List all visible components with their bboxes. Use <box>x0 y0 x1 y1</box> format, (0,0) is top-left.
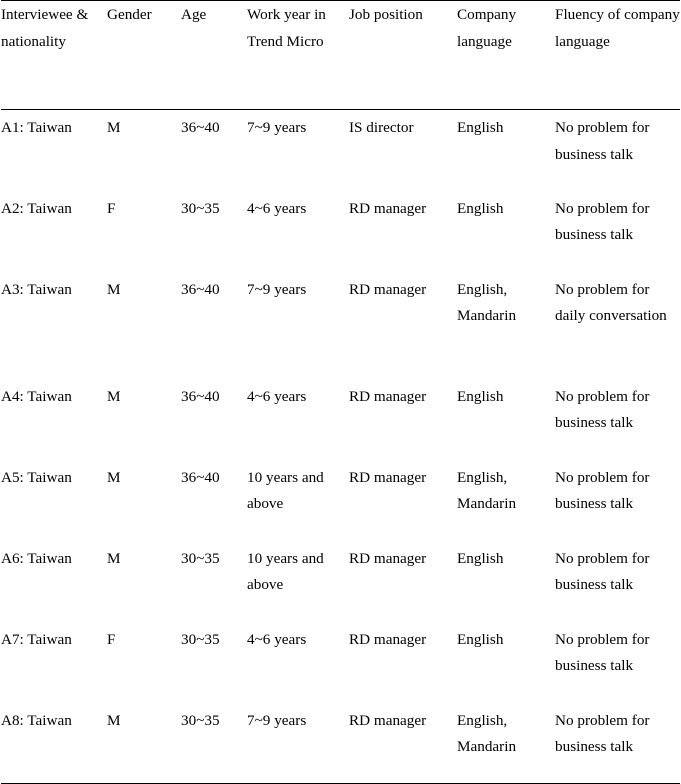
cell-company-language: English <box>457 630 504 648</box>
cell-fluency: No problem for business talk <box>555 549 650 594</box>
cell-interviewee: A1: Taiwan <box>1 119 72 136</box>
cell-company-language: English <box>457 119 504 136</box>
table-row <box>1 379 680 460</box>
table-row <box>1 460 680 541</box>
cell-fluency: No problem for business talk <box>555 119 650 163</box>
header-fluency: Fluency of company language <box>555 6 680 50</box>
cell-gender: F <box>107 199 116 217</box>
cell-work-year: 7~9 years <box>247 280 307 298</box>
cell-interviewee: A4: Taiwan <box>1 387 72 405</box>
cell-age: 30~35 <box>181 549 220 567</box>
cell-company-language: English, Mandarin <box>457 711 517 756</box>
table-row <box>1 191 680 272</box>
table-row <box>1 110 680 191</box>
cell-company-language: English, Mandarin <box>457 280 517 325</box>
cell-gender: M <box>107 711 121 729</box>
cell-fluency: No problem for business talk <box>555 199 650 244</box>
cell-fluency: No problem for business talk <box>555 387 650 432</box>
header-company-language: Company language <box>457 6 517 50</box>
cell-interviewee: A3: Taiwan <box>1 280 72 298</box>
cell-age: 30~35 <box>181 199 220 217</box>
cell-age: 30~35 <box>181 630 220 648</box>
cell-fluency: No problem for business talk <box>555 711 650 756</box>
cell-age: 36~40 <box>181 280 220 298</box>
header-row <box>1 1 680 110</box>
cell-job-position: RD manager <box>349 199 427 217</box>
cell-age: 36~40 <box>181 119 220 136</box>
table-row <box>1 541 680 622</box>
header-work-year: Work year in Trend Micro <box>247 6 326 50</box>
cell-job-position: RD manager <box>349 468 427 486</box>
cell-gender: M <box>107 387 121 405</box>
cell-work-year: 4~6 years <box>247 630 307 648</box>
cell-work-year: 4~6 years <box>247 199 307 217</box>
cell-gender: F <box>107 630 116 648</box>
header-interviewee: Interviewee & nationality <box>1 6 89 50</box>
cell-fluency: No problem for business talk <box>555 630 650 675</box>
cell-company-language: English <box>457 387 504 405</box>
cell-work-year: 10 years and above <box>247 549 324 594</box>
cell-job-position: RD manager <box>349 711 427 729</box>
cell-interviewee: A2: Taiwan <box>1 199 72 217</box>
cell-company-language: English <box>457 199 504 217</box>
interviewee-table <box>1 0 680 784</box>
cell-interviewee: A8: Taiwan <box>1 711 72 729</box>
cell-age: 36~40 <box>181 468 220 486</box>
cell-interviewee: A5: Taiwan <box>1 468 72 486</box>
cell-fluency: No problem for daily conversation <box>555 280 667 325</box>
cell-job-position: RD manager <box>349 387 427 405</box>
table-row <box>1 703 680 784</box>
header-age: Age <box>181 6 207 23</box>
cell-work-year: 7~9 years <box>247 119 307 136</box>
cell-company-language: English, Mandarin <box>457 468 517 513</box>
cell-age: 30~35 <box>181 711 220 729</box>
header-job-position: Job position <box>349 6 423 23</box>
header-gender: Gender <box>107 6 152 23</box>
cell-job-position: RD manager <box>349 549 427 567</box>
cell-interviewee: A7: Taiwan <box>1 630 72 648</box>
table-row <box>1 622 680 703</box>
cell-job-position: RD manager <box>349 630 427 648</box>
cell-work-year: 4~6 years <box>247 387 307 405</box>
cell-job-position: RD manager <box>349 280 427 298</box>
cell-age: 36~40 <box>181 387 220 405</box>
cell-gender: M <box>107 549 121 567</box>
cell-gender: M <box>107 280 121 298</box>
table-row <box>1 272 680 379</box>
cell-gender: M <box>107 468 121 486</box>
cell-work-year: 7~9 years <box>247 711 307 729</box>
cell-gender: M <box>107 119 121 136</box>
table-body <box>1 110 680 784</box>
cell-interviewee: A6: Taiwan <box>1 549 72 567</box>
cell-job-position: IS director <box>349 119 414 136</box>
cell-company-language: English <box>457 549 504 567</box>
cell-work-year: 10 years and above <box>247 468 324 513</box>
table-header <box>1 1 680 110</box>
cell-fluency: No problem for business talk <box>555 468 650 513</box>
